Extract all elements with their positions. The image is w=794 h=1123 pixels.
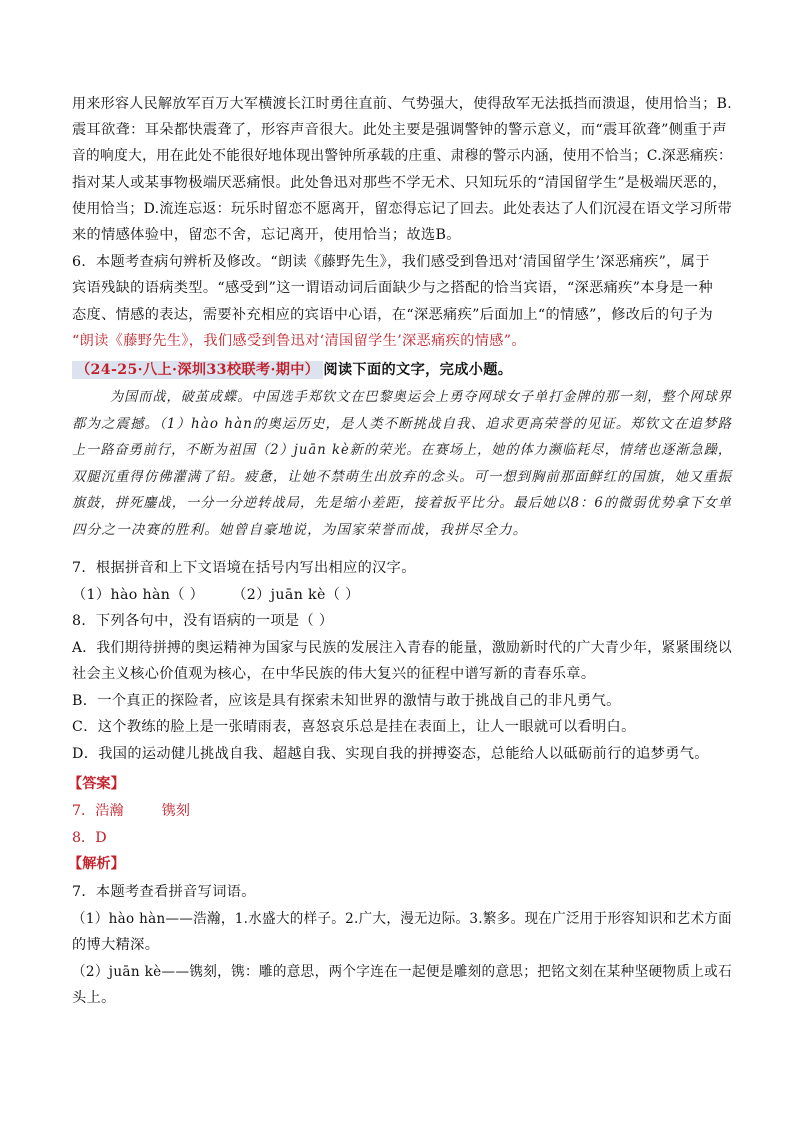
source-instruction: 阅读下面的文字，完成小题。	[323, 362, 513, 378]
q8-option: 社会主义核心价值观为核心，在中华民族的伟大复兴的征程中谱写新的青春乐章。	[72, 666, 596, 682]
q7-item-1: （1）hào hàn（ ）	[72, 587, 205, 603]
answer-7	[72, 800, 190, 820]
text-line: 来的情感体验中，留恋不舍，忘记离开，使用恰当；故选B。	[72, 227, 461, 243]
q6-corrected-sentence: “朗读《藤野先生》，我们感受到鲁迅对‘清国留学生’深恶痛疾的情感”。	[72, 333, 526, 349]
q6-line: 6．本题考查病句辨析及修改。“朗读《藤野先生》，我们感受到鲁迅对‘清国留学生’深恶痛疾”，属于	[72, 254, 710, 270]
passage-line: 都为之震撼。（1）hào hàn的奥运历史，是人类不断挑战自我、追求更高荣誉的见证。郑钦文在追梦路	[72, 416, 732, 432]
answer-7a: 浩瀚	[95, 803, 124, 819]
passage-line: 双腿沉重得仿佛灌满了铅。疲惫，让她不禁萌生出放弃的念头。可一想到胸前那面鲜红的国旗，她又重振	[72, 469, 732, 485]
q7-item-2: （2）juān kè（ ）	[232, 587, 360, 603]
text-line: 震耳欲聋：耳朵都快震聋了，形容声音很大。此处主要是强调警钟的警示意义，而“震耳欲聋”侧重于声	[72, 122, 727, 138]
q8-option: D．我国的运动健儿挑战自我、超越自我、实现自我的拼搏姿态，总能给人以砥砺前行的追梦勇气。	[72, 746, 709, 762]
passage-line: 为国而战，破茧成蝶。中国选手郑钦文在巴黎奥运会上勇夺网球女子单打金牌的那一刻，整个网球界	[110, 389, 733, 405]
q8-option: A．我们期待拼搏的奥运精神为国家与民族的发展注入青春的能量，激励新时代的广大青少年，紧紧围绕以	[72, 640, 732, 656]
passage-line: 四分之一决赛的胜利。她曾自豪地说，为国家荣誉而战，我拼尽全力。	[72, 522, 528, 538]
answer-7b: 镌刻	[161, 803, 190, 819]
analysis-line: 的博大精深。	[72, 937, 160, 953]
text-line: 指对某人或某事物极端厌恶痛恨。此处鲁迅对那些不学无术、只知玩乐的“清国留学生”是极端厌恶的，	[72, 175, 727, 191]
passage-line: 旗鼓，拼死鏖战，一分一分逆转战局，先是缩小差距，接着扳平比分。最后她以8：6的微弱优势拿下女单	[72, 495, 733, 511]
answer-8: 8．D	[72, 830, 107, 846]
analysis-tag: 【解析】	[68, 856, 125, 872]
analysis-line: （1）hào hàn——浩瀚，1.水盛大的样子。2.广大，漫无边际。3.繁多。现在广泛用于形容知识和艺术方面	[72, 911, 732, 927]
source-heading	[72, 359, 512, 379]
q8-option: B．一个真正的探险者，应该是具有探索未知世界的激情与敢于挑战自己的非凡勇气。	[72, 693, 621, 709]
q6-line: 态度、情感的表达，需要补充相应的宾语中心语，在“深恶痛疾”后面加上“的情感”，修改后的句子为	[72, 307, 713, 323]
text-line: 音的响度大，用在此处不能很好地体现出警钟所承载的庄重、肃穆的警示内涵，使用不恰当；C.深恶痛疾：	[72, 148, 733, 164]
analysis-line: （2）juān kè——镌刻，镌：雕的意思，两个字连在一起便是雕刻的意思；把铭文刻在某种坚硬物质上或石	[72, 964, 732, 980]
passage-line: 上一路奋勇前行，不断为祖国（2）juān kè新的荣光。在赛场上，她的体力濒临耗尽，情绪也逐渐急躁，	[72, 442, 733, 458]
answer-tag: 【答案】	[68, 776, 125, 792]
q7-prompt: 7．根据拼音和上下文语境在括号内写出相应的汉字。	[72, 560, 416, 576]
q8-option: C．这个教练的脸上是一张晴雨表，喜怒哀乐总是挂在表面上，让人一眼就可以看明白。	[72, 719, 636, 735]
q6-line: 宾语残缺的语病类型。“感受到”这一谓语动词后面缺少与之搭配的恰当宾语，“深恶痛疾”本身是一种	[72, 280, 713, 296]
analysis-line: 头上。	[72, 990, 116, 1006]
analysis-line: 7．本题考查看拼音写词语。	[72, 884, 256, 900]
text-line: 使用恰当；D.流连忘返：玩乐时留恋不愿离开，留恋得忘记了回去。此处表达了人们沉浸在语文学习所带	[72, 201, 733, 217]
q7-items	[72, 584, 360, 604]
source-tag: （24-25·八上·深圳33校联考·期中）	[72, 361, 323, 379]
text-line: 用来形容人民解放军百万大军横渡长江时勇往直前、气势强大，使得敌军无法抵挡而溃退，使用恰当；B.	[72, 96, 732, 112]
answer-7-number: 7．	[72, 803, 96, 819]
q8-prompt: 8．下列各句中，没有语病的一项是（ ）	[72, 613, 334, 629]
